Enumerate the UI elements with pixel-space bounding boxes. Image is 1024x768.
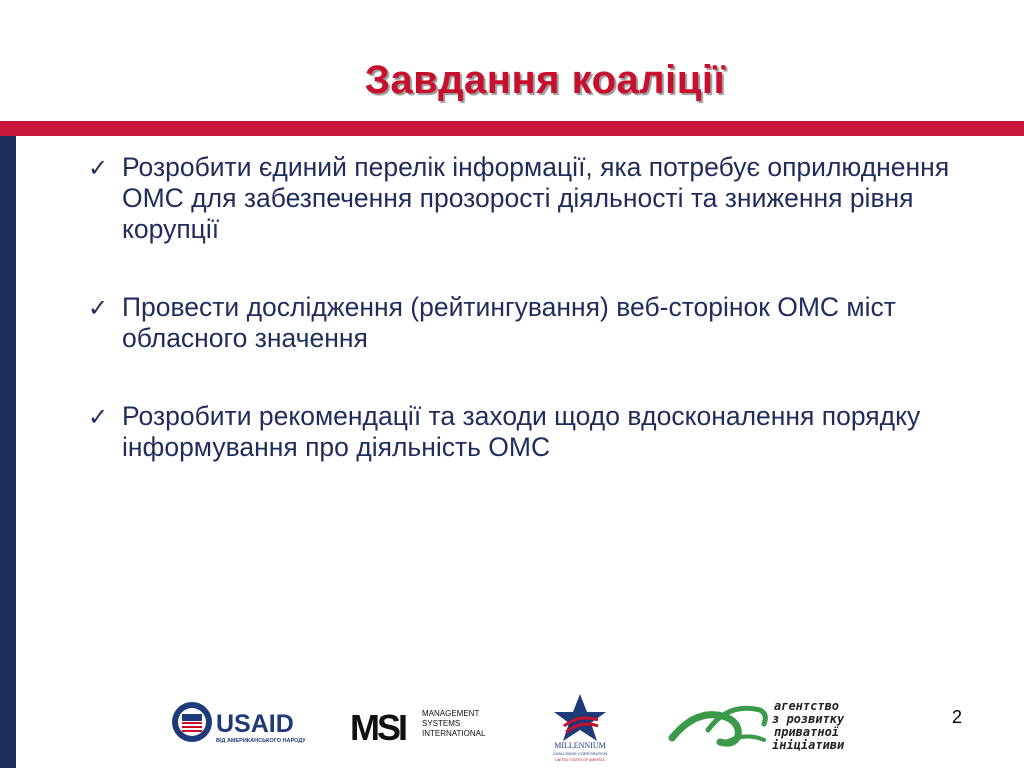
msi-logo <box>350 706 500 746</box>
bullet-item <box>88 152 988 245</box>
msi-mark: MSI <box>350 707 406 746</box>
bullet-item <box>88 292 988 354</box>
bullet-text: Розробити єдиний перелік інформації, яка потребує оприлюднення ОМС для забезпечення прозорості діяльності та зниження рівня корупції <box>122 152 950 244</box>
bullet-item <box>88 401 988 463</box>
msi-line2: SYSTEMS <box>422 719 461 728</box>
mcc-logo <box>540 692 620 762</box>
usaid-name: USAID <box>216 710 294 738</box>
usaid-tagline: ВІД АМЕРИКАНСЬКОГО НАРОДУ <box>216 738 306 744</box>
slide-title: Завдання коаліції <box>364 58 726 102</box>
bullet-text: Провести дослідження (рейтингування) веб-сторінок ОМС міст обласного значення <box>122 292 896 353</box>
bullet-text: Розробити рекомендації та заходи щодо вдосконалення порядку інформування про діяльність ОМС <box>122 401 921 462</box>
agency-line3: приватної <box>774 725 840 739</box>
msi-line3: INTERNATIONAL <box>422 729 486 738</box>
header-divider-bar <box>0 121 1024 136</box>
usaid-logo <box>170 700 315 746</box>
agency-line4: ініціативи <box>772 738 845 752</box>
mcc-name: MILLENNIUM <box>554 741 606 750</box>
mcc-line2: CHALLENGE CORPORATION <box>552 751 608 756</box>
page-number: 2 <box>952 707 963 727</box>
bullet-list <box>88 152 988 510</box>
left-accent-bar <box>0 136 16 768</box>
checkmark-icon: ✓ <box>88 155 109 182</box>
mcc-line3: UNITED STATES OF AMERICA <box>555 758 605 762</box>
logo-footer <box>0 688 1024 768</box>
agency-line1: агентство <box>774 699 840 713</box>
agency-line2: з розвитку <box>772 712 845 726</box>
msi-line1: MANAGEMENT <box>422 709 480 718</box>
checkmark-icon: ✓ <box>88 404 109 431</box>
agency-logo <box>668 696 858 756</box>
checkmark-icon: ✓ <box>88 295 109 322</box>
